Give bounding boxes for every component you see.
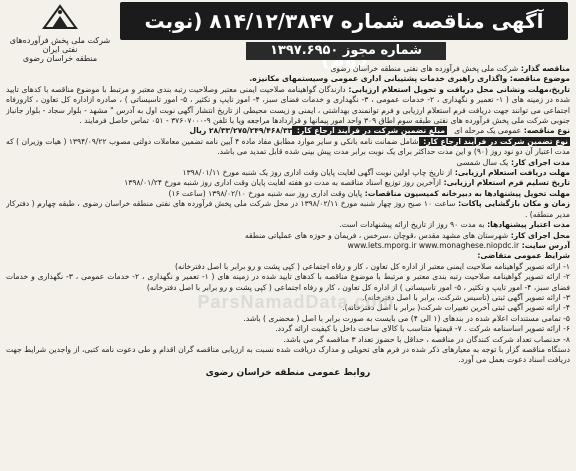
company-logo	[6, 2, 114, 63]
tender-type-value: عمومی یک مرحله ای	[454, 126, 522, 136]
tender-type-label: نوع مناقصه:	[521, 126, 570, 136]
opening-label: زمان و مکان بازگشایی پاکات:	[455, 199, 570, 209]
subject-value: واگذاری راهبری خدمات پشتیبانی اداری عمومی وسیستمهای مکانیزه.	[249, 74, 508, 84]
condition-item: ۳- ارائه تصویر آگهی ثبتی (تاسیس شرکت، برابر با اصل دفترخانه).	[362, 292, 570, 302]
condition-item: ۴- ارائه تصویر آگهی ثبتی آخرین تغییرات شرکت( برابر با اصل دفترخانه).	[342, 303, 570, 313]
opening-value: ساعت ۱۰ صبح روز چهار شنبه مورخ ۱۳۹۸/۰۲/۱۱ در محل شرکت ملی پخش فرآورده های نفتی منطقه خراسان رضوی ، طبقه چهارم ( دفترکار مدیر منطقه) .	[6, 199, 570, 219]
location-value: شهرستان های مشهد مقدس ،قوچان ،سرخس ، فریمان و حوزه های عملیاتی منطقه	[244, 230, 509, 240]
guarantee-amount-value: ۲۸/۳۳/۲۷۵/۲۴۹/۴۶۸/۳۳ ریال	[189, 126, 293, 136]
subject-label: موضوع مناقصه:	[507, 74, 570, 84]
notice-header	[0, 0, 576, 62]
signature: روابط عمومی منطقه خراسان رضوی	[205, 367, 371, 378]
validity-value: به مدت ۹۰ روز از تاریخ ارائه پیشنهادات است.	[339, 220, 485, 230]
inquiry-deadline-label: مهلت دریافت استعلام ارزیابی:	[452, 168, 570, 178]
condition-item: ۵- تمامی مستندات اعلام شده در بندهای (۱ الی ۴) می بایست به صورت برابر با اصل ( محضری ) باشد.	[243, 313, 570, 323]
submission-date-label: تاریخ تسلیم فرم استعلام ارزیابی:	[440, 178, 570, 188]
guarantee-type-value: شامل ضمانت نامه بانکی و سایر موارد مطابق مفاد ماده ۴ آیین نامه تضمین معاملات دولتی مصوب ۱۳۹۴/۰۹/۲۲ ( هیات وزیران ) که مدت اعتبار آن دو نود روز (۹۰) و این مدت حداکثر برای یک نوبت برابر مدت پیش بینی شده قابل تمدید می باشد.	[6, 136, 570, 157]
closing-paragraph: دستگاه مناقصه گزار با توجه به معیارهای ذکر شده در فرم های تحویلی و مدارک دریافت شده نسبت به ارزیابی مناقصه گران اقدام و طی دعوت نامه کتبی، از واجدین شرایط جهت دریافت اسناد دعوت بعمل می آورد.	[6, 344, 570, 365]
condition-item: ۶- ارائه تصویر اساسنامه شرکت . ۷- قیمتها متناسب با کالای ساخت داخل با کیفیت ارائه گردد.	[275, 324, 570, 334]
validity-label: مدت اعتبار پیشنهادها:	[484, 220, 570, 230]
org-name-line-2: منطقه خراسان رضوی	[22, 54, 98, 63]
notice-title: آگهی مناقصه شماره ۸۱۴/۱۲/۳۸۴۷ (نوبت	[120, 2, 568, 40]
notice-body	[6, 64, 570, 466]
org-name-line-1: شرکت ملی پخش فرآورده‌های نفتی ایران	[9, 36, 111, 54]
website-label: آدرس سایت:	[519, 240, 570, 250]
conditions-label: شرایط عمومی متقاضی:	[477, 251, 570, 261]
company-logo-icon	[38, 2, 82, 32]
inquiry-label: تاریخ،مهلت ونشانی محل دریافت و تحویل استعلام ارزیابی:	[345, 84, 570, 94]
submission-date-value: ازآخرین روز توزیع اسناد مناقصه به مدت دو هفته لغایت پایان وقت اداری روز شنبه مورخ ۱۳۹۸/۰۱/۲۴	[124, 178, 441, 188]
duration-label: مدت اجرای کار:	[508, 157, 570, 167]
guarantee-type-label: نوع تضمین شرکت در فرآیند ارجاع کار:	[420, 136, 569, 146]
proposal-deadline-label: مهلت تحویل پیشنهادها به دبیرخانه کمیسیون مناقصات:	[362, 188, 570, 198]
condition-item: ۱- ارائه تصویر گواهینامه صلاحیت ایمنی معتبر از اداره کل تعاون ، کار و رفاه اجتماعی ( کپی پشت و رو برابر با اصل دفترخانه)	[175, 261, 570, 271]
duration-value: یک سال شمسی	[456, 157, 509, 167]
permit-number: شماره مجوز ۱۳۹۷.۶۹۵۰	[246, 42, 446, 60]
watermark: ParsNamadData.com	[197, 292, 395, 312]
location-label: محل اجرای کار:	[508, 230, 570, 240]
condition-item: ۲- ارائه تصویر گواهینامه صلاحیت رتبه بندی معتبر و مرتبط با موضوع مناقصه با کدهای تایید شده در زمینه های ( ۱- تعمیر و نگهداری ، ۲- خدمات عمومی ، ۳- نگهداری و خدمات فضای سبز، ۴- امور تایپ و تکثیر ، ۵- امور تاسیساتی ) از اداره کل تعاون ، کار و رفاه اجتماعی ( کپی پشت و رو برابر با اصل دفترخانه)	[6, 272, 570, 292]
condition-item: ۸- حدنصاب تعداد شرکت کنندگان در مناقصه ، حداقل با حضور تعداد ۳ مناقصه گر می باشد.	[283, 334, 570, 344]
website-value: www.lets.mporg.ir www.monaghese.niopdc.ir	[347, 240, 520, 250]
proposal-deadline-value: پایان وقت اداری روز سه شنبه مورخ ۱۳۹۸/۰۲/۱۰ (ساعت ۱۶)	[168, 188, 363, 198]
inquiry-deadline-value: از تاریخ چاپ اولین نوبت آگهی لغایت پایان وقت اداری روز یک شنبه مورخ ۱۳۹۸/۰۱/۱۱	[182, 168, 453, 178]
tenderer-label: مناقصه گذار:	[518, 64, 570, 73]
inquiry-value: دارندگان گواهینامه صلاحیت ایمنی معتبر وصلاحیت رتبه بندی معتبر و مرتبط با موضوع مناقصه با کدهای تایید شده در زمینه های ( ۱- تعمیر و نگهداری ، ۲- خدمات عمومی ، ۳- نگهداری و خدمات فضای سبز، ۴- امور تایپ و تکثیر ، ۵- امور تاسیساتی ) ، صادره ازاداره کل تعاون ، کارورفاه اجتماعی می توانند جهت دریافت فرم استعلام ارزیابی و فرم توانمندی بهداشتی ، ایمنی و زیست محیطی از تاریخ انتشار آگهی نوبت اول به آدرس " مشهد - بلوار سجاد - بلوار جانباز جنوبی شرکت ملی پخش فرآورده های نفتی طبقه سوم اطاق ۳۰۹ واحد امور پیمانها و قراردادها مراجعه ویا با تلفن ۹-۳۷۶۰۷۰۰۰ - ۰۵۱ تماس حاصل فرمایند .	[6, 84, 570, 126]
tenderer-value: شرکت ملی پخش فرآورده های نفتی منطقه خراسان رضوی	[330, 64, 519, 73]
guarantee-amount-label: مبلغ تضمین شرکت در فرآیند ارجاع کار:	[294, 126, 445, 136]
